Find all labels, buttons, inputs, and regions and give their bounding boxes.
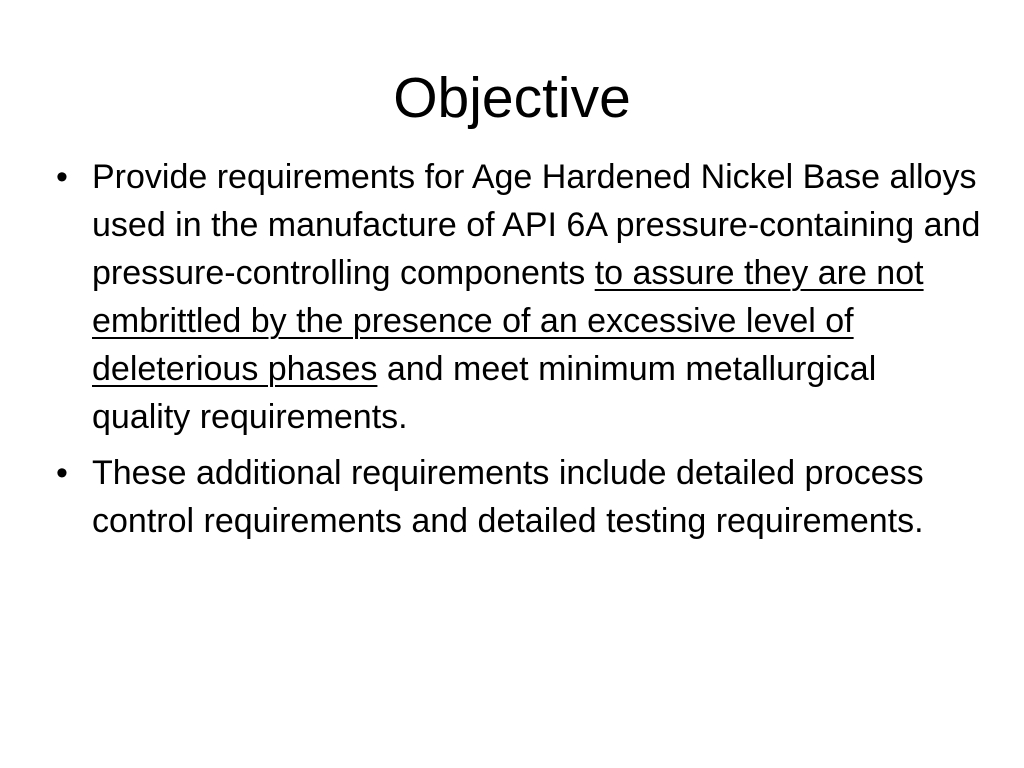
slide-title: Objective [393, 66, 631, 130]
underlined-emphasis-text: to assure they are not embrittled by the presence of an excessive level of deleterious phases [92, 254, 924, 388]
bullet-item-additional-requirements [52, 449, 982, 545]
bullet-list [52, 153, 982, 553]
bullet-text-segment: These additional requirements include detailed process control requirements and detailed testing requirements. [92, 454, 924, 540]
bullet-marker: • [56, 158, 68, 196]
bullet-item-objective [52, 153, 982, 441]
bullet-text-segment: and meet minimum metallurgical quality requirements. [92, 350, 877, 436]
bullet-marker: • [56, 454, 68, 492]
bullet-text-segment: Provide requirements for Age Hardened Nickel Base alloys used in the manufacture of API 6A pressure-containing and pressure-controlling components [92, 158, 981, 292]
